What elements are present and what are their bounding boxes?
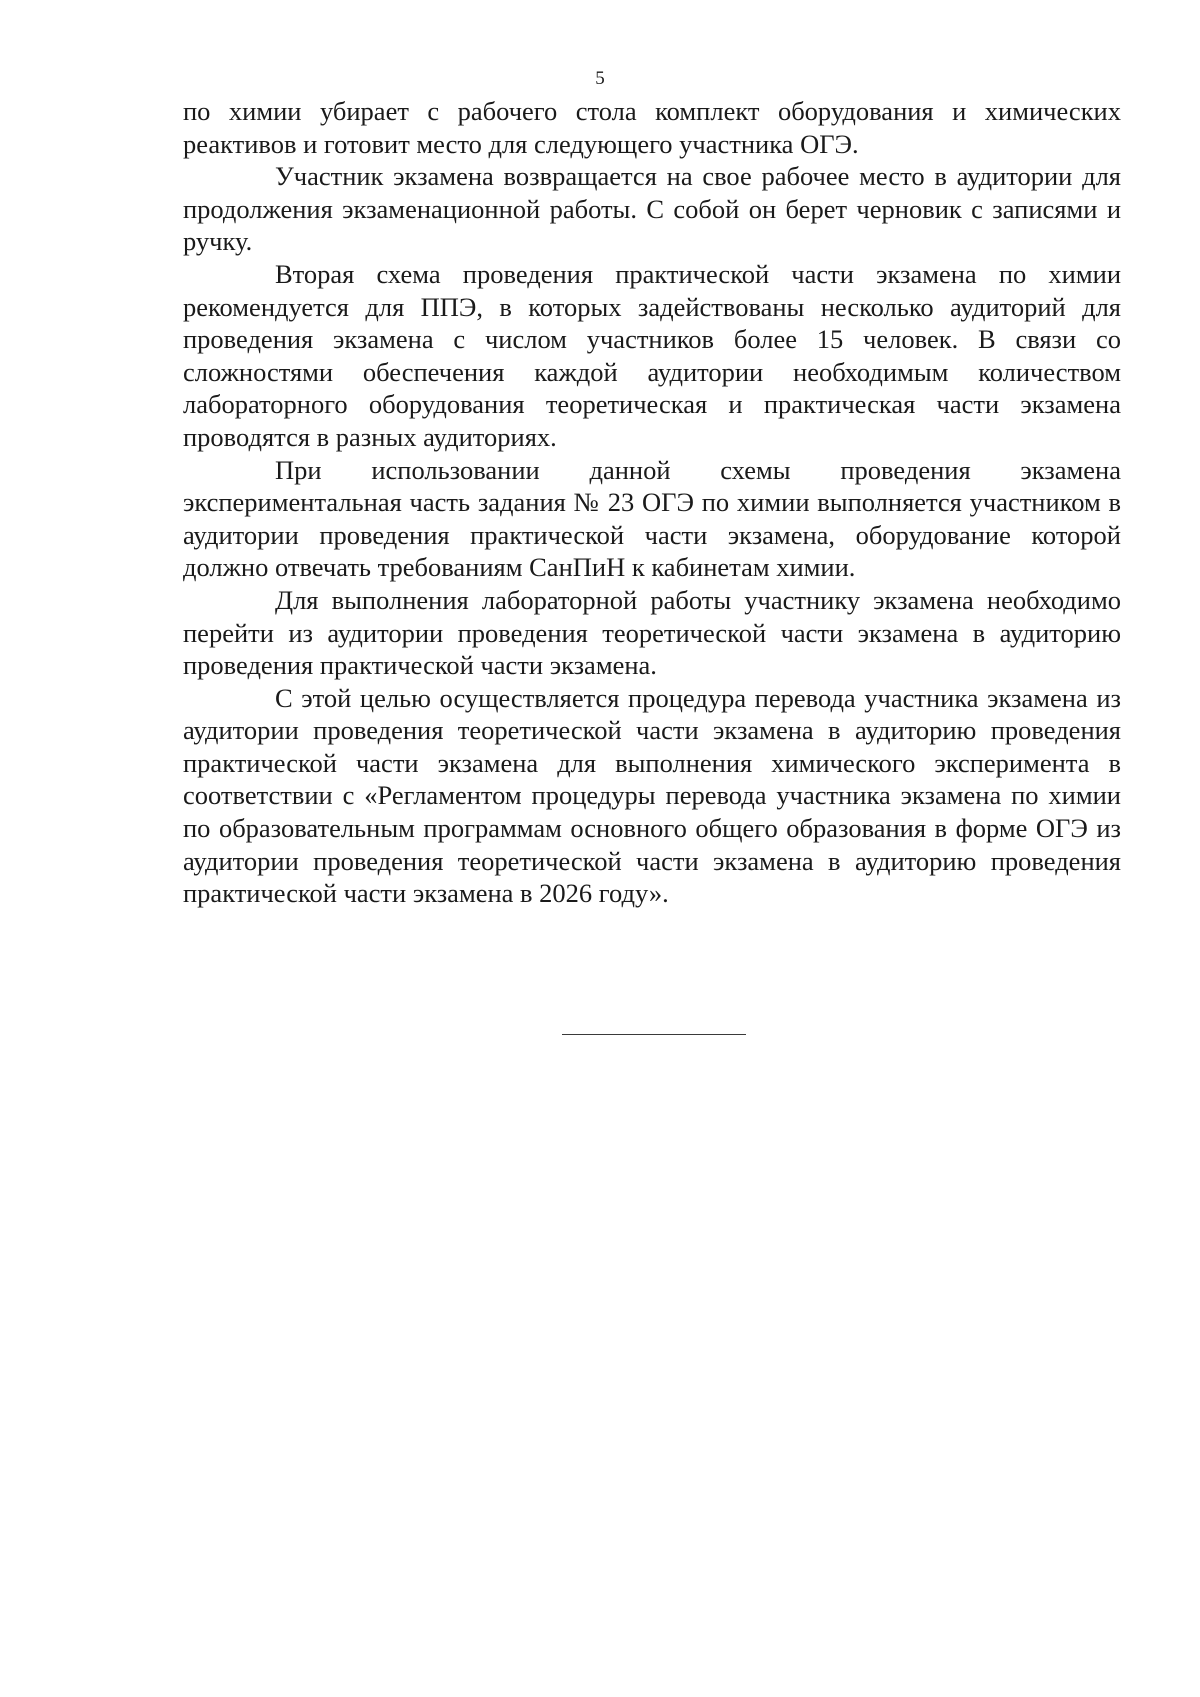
paragraph-lab-work: Для выполнения лабораторной работы участнику экзамена необходимо перейти из аудитории проведения теоретической части экзамена в аудиторию проведения практической части экзамена.: [183, 584, 1121, 681]
paragraph-return-to-workplace: Участник экзамена возвращается на свое рабочее место в аудитории для продолжения экзаменационной работы. С собой он берет черновик с записями и ручку.: [183, 161, 1121, 257]
paragraph-second-scheme: Вторая схема проведения практической части экзамена по химии рекомендуется для ППЭ, в которых задействованы несколько аудиторий для проведения экзамена с числом участников более 15 человек. В связи со сложностями обеспечения каждой аудитории необходимым количеством лабораторного оборудования теоретическая и практическая части экзамена проводятся в разных аудиториях.: [183, 258, 1121, 452]
page-number: 5: [595, 68, 605, 89]
paragraph-task-23: При использовании данной схемы проведения экзамена экспериментальная часть задания № 23 ОГЭ по химии выполняется участником в аудитории проведения практической части экзамена, оборудование которой должно отвечать требованиям СанПиН к кабинетам химии.: [183, 454, 1121, 583]
end-of-document-rule: [562, 1034, 746, 1035]
paragraph-continuation: по химии убирает с рабочего стола комплект оборудования и химических реактивов и готовит место для следующего участника ОГЭ.: [183, 96, 1121, 159]
document-body: [183, 95, 1121, 910]
paragraph-transfer-procedure: С этой целью осуществляется процедура перевода участника экзамена из аудитории проведения теоретической части экзамена в аудиторию проведения практической части экзамена для выполнения химического эксперимента в соответствии с «Регламентом процедуры перевода участника экзамена по химии по образовательным программам основного общего образования в форме ОГЭ из аудитории проведения теоретической части экзамена в аудиторию проведения практической части экзамена в 2026 году».: [183, 682, 1121, 909]
